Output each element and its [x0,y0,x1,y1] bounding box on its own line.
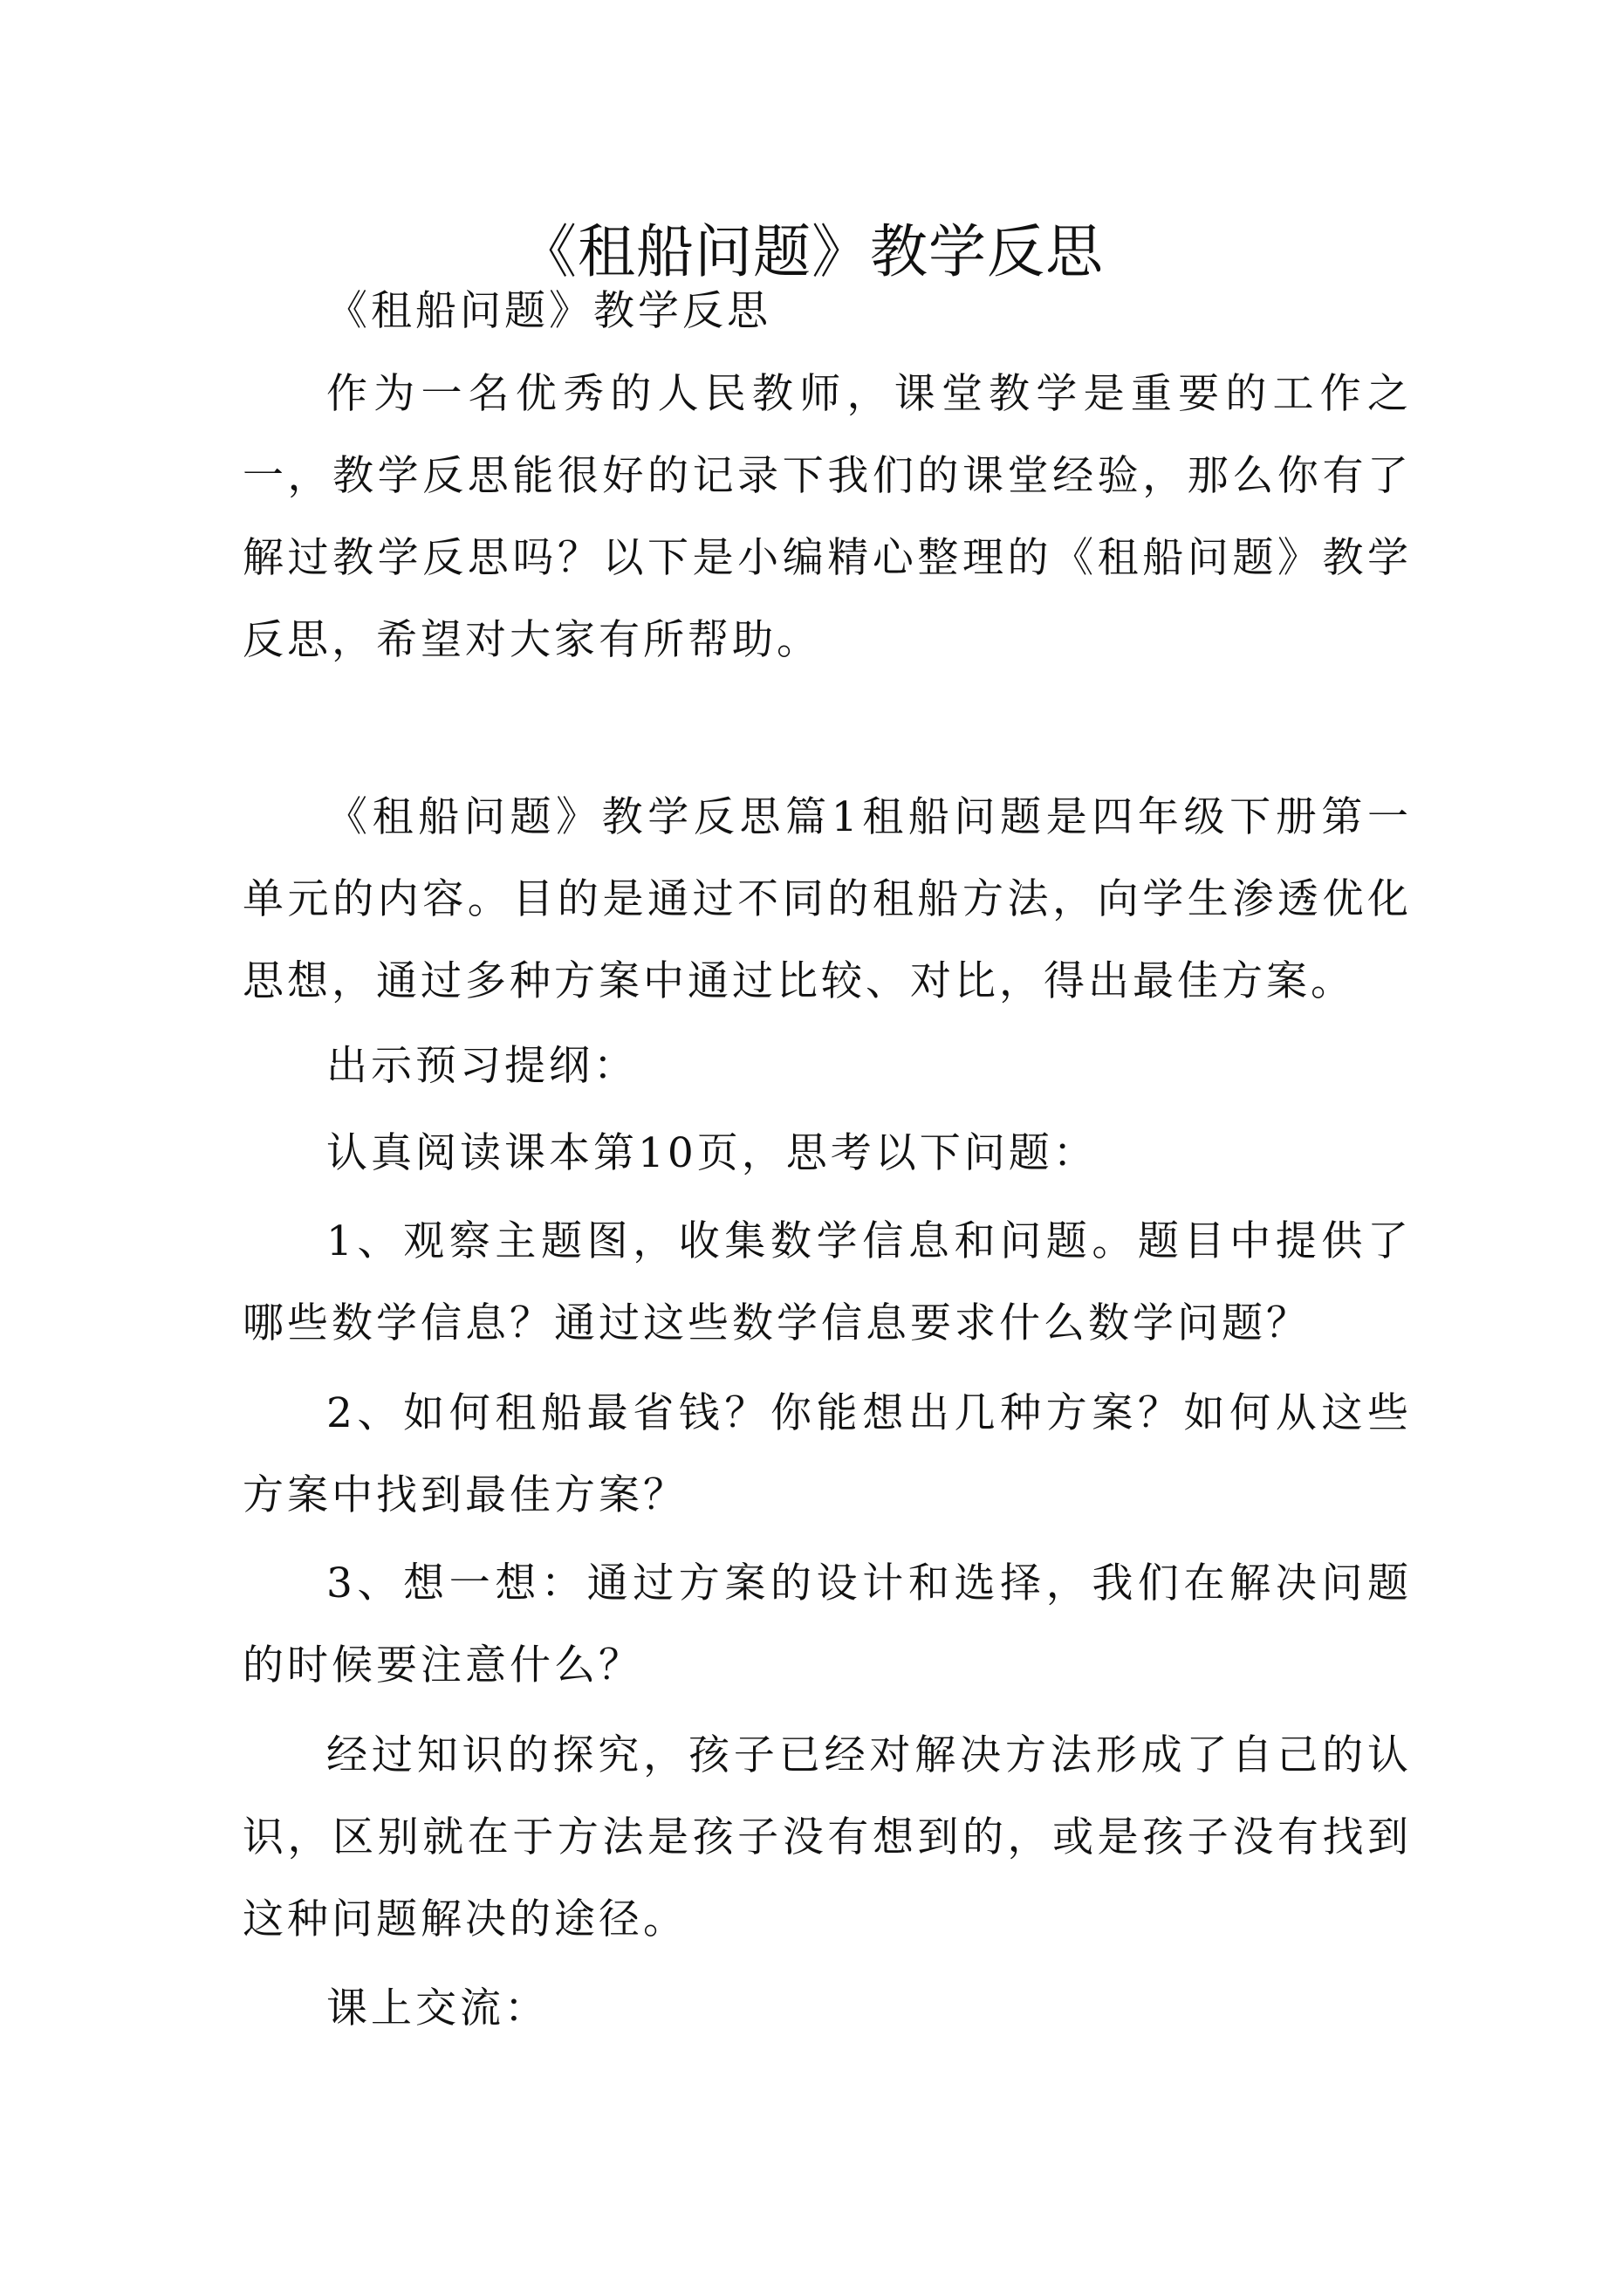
paragraph-part1: 《租船问题》教学反思篇1租船问题是四年级下册第一单元的内容。目的是通过不同的租船方法，向学生渗透优化思想，通过多种方案中通过比较、对比，得出最佳方案。 [243,793,1412,1005]
question-3: 3、想一想：通过方案的设计和选择，我们在解决问题的时候要注意什么？ [243,1559,1412,1689]
question-2: 2、如何租船最省钱？你能想出几种方案？如何从这些方案中找到最佳方案？ [243,1389,1412,1519]
outline-instruction: 认真阅读课本第10页，思考以下问题： [326,1129,1098,1177]
document-title: 《租船问题》教学反思 [519,218,1104,286]
intro-paragraph: 作为一名优秀的人民教师，课堂教学是重要的工作之一，教学反思能很好的记录下我们的课堂经验，那么你有了解过教学反思吗？以下是小编精心整理的《租船问题》教学反思，希望对大家有所帮助。 [243,370,1412,664]
outline-heading: 出示预习提纲： [326,1042,638,1090]
document-subtitle: 《租船问题》教学反思 [326,287,771,335]
paragraph-class-exchange: 课上交流： [326,1984,549,2032]
question-1: 1、观察主题图，收集数学信息和问题。题目中提供了哪些数学信息？通过这些数学信息要求什么数学问题？ [243,1217,1412,1347]
paragraph-exploration: 经过知识的探究，孩子已经对解决方法形成了自己的认识，区别就在于方法是孩子没有想到的，或是孩子没有找到这种问题解决的途径。 [243,1731,1412,1943]
